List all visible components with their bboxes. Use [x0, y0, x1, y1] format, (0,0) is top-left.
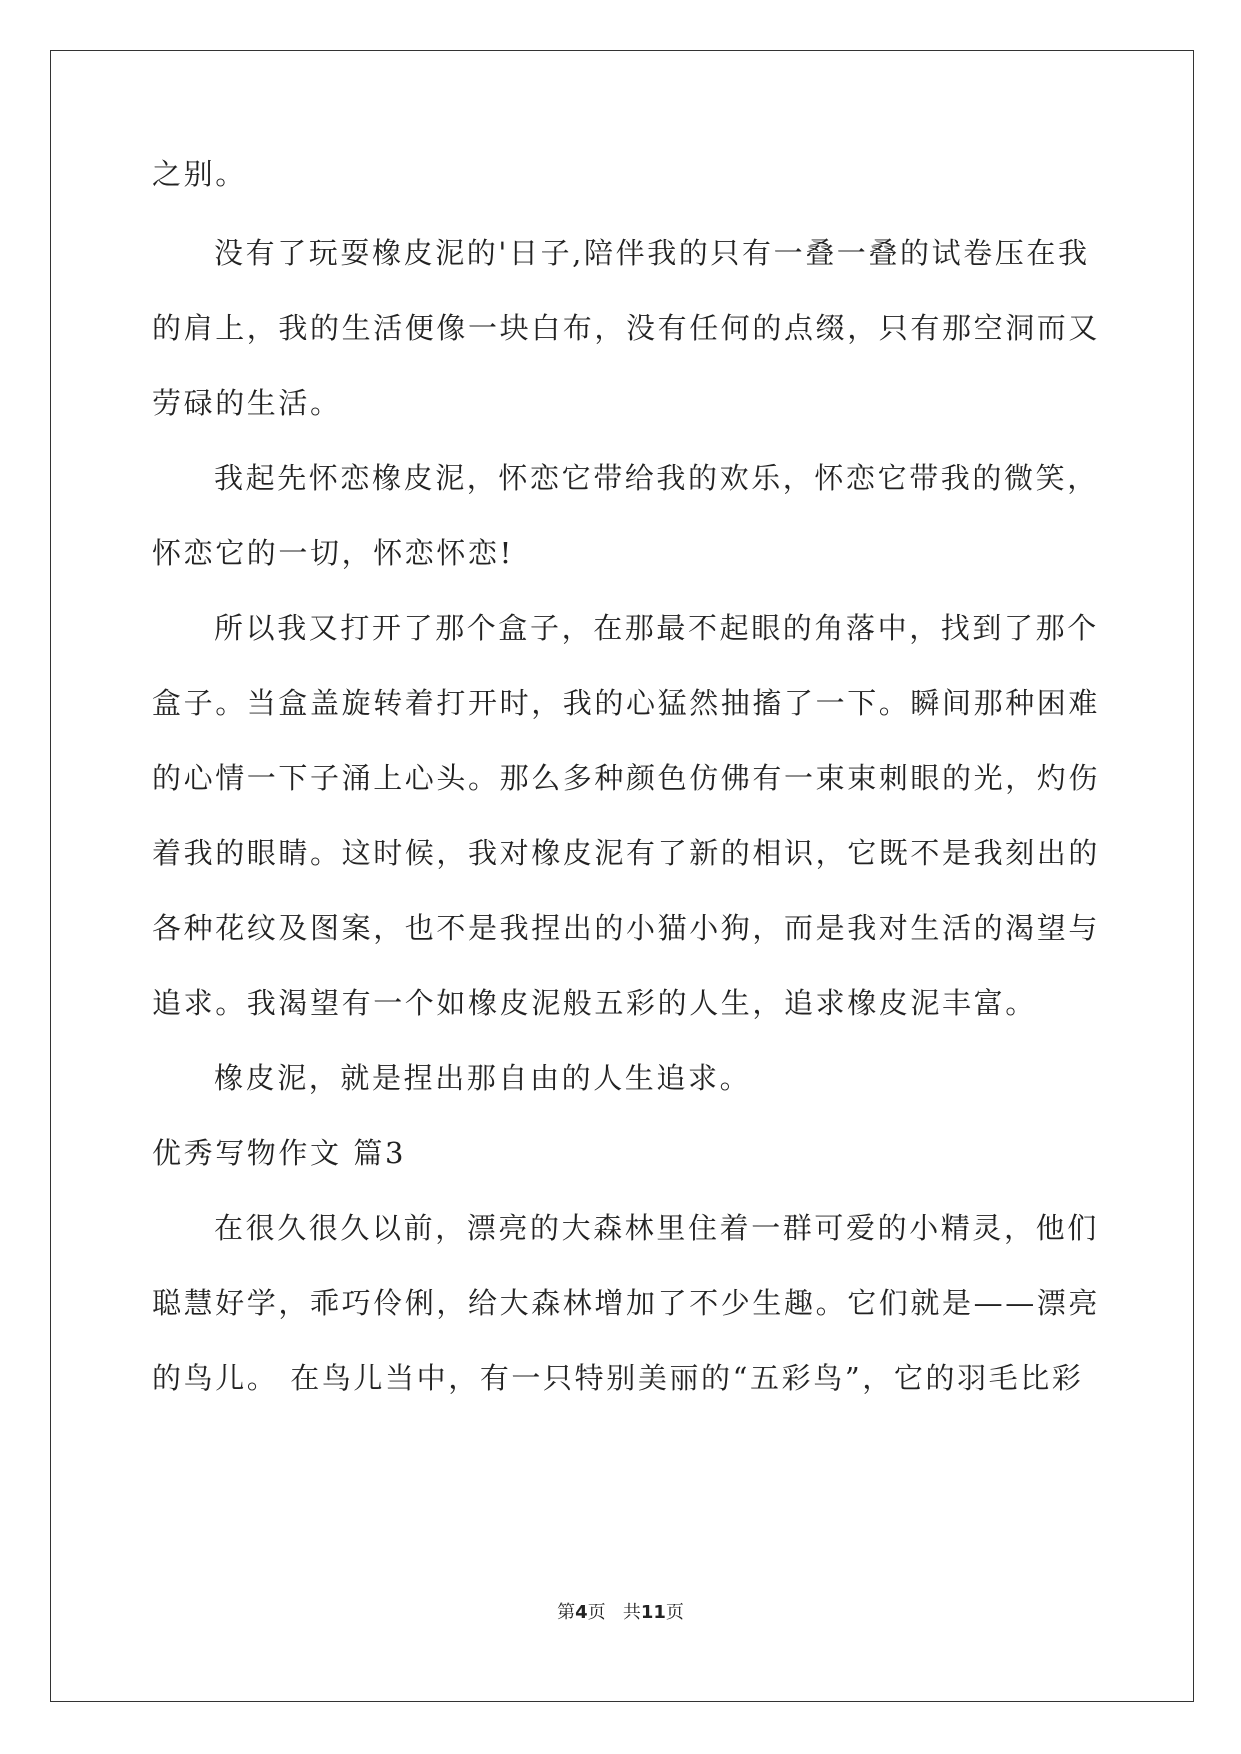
page-prefix: 第 — [557, 1602, 576, 1623]
text-line: 劳碌的生活。 — [152, 386, 342, 420]
text-line: 的心情一下子涌上心头。那么多种颜色仿佛有一束束刺眼的光，灼伤 — [152, 761, 1101, 795]
total-pages: 11 — [640, 1602, 666, 1623]
text-line: 着我的眼睛。这时候，我对橡皮泥有了新的相识，它既不是我刻出的 — [152, 836, 1101, 870]
paragraph-line: 橡皮泥，就是捏出那自由的人生追求。 — [214, 1061, 752, 1095]
text-line: 各种花纹及图案，也不是我捏出的小猫小狗，而是我对生活的渴望与 — [152, 911, 1101, 945]
text-line: 追求。我渴望有一个如橡皮泥般五彩的人生，追求橡皮泥丰富。 — [152, 986, 1037, 1020]
page-footer — [0, 1598, 1241, 1624]
paragraph-line: 所以我又打开了那个盒子，在那最不起眼的角落中，找到了那个 — [214, 611, 1099, 645]
paragraph-line: 我起先怀恋橡皮泥，怀恋它带给我的欢乐，怀恋它带我的微笑， — [214, 461, 1099, 495]
total-suffix: 页 — [665, 1602, 684, 1623]
paragraph-line: 没有了玩耍橡皮泥的'日子,陪伴我的只有一叠一叠的试卷压在我 — [214, 236, 1090, 270]
page-border — [50, 50, 1194, 1702]
section-heading: 优秀写物作文 篇3 — [152, 1136, 407, 1170]
text-line: 的鸟儿。 在鸟儿当中，有一只特别美丽的“五彩鸟”，它的羽毛比彩 — [152, 1361, 1084, 1395]
text-line: 之别。 — [152, 157, 247, 191]
page-suffix: 页 — [587, 1602, 606, 1623]
text-line: 盒子。当盒盖旋转着打开时，我的心猛然抽搐了一下。瞬间那种困难 — [152, 686, 1101, 720]
total-prefix: 共 — [622, 1602, 641, 1623]
paragraph-line: 在很久很久以前，漂亮的大森林里住着一群可爱的小精灵，他们 — [214, 1211, 1099, 1245]
text-line: 怀恋它的一切，怀恋怀恋! — [152, 536, 514, 570]
text-line: 聪慧好学，乖巧伶俐，给大森林增加了不少生趣。它们就是——漂亮 — [152, 1286, 1101, 1320]
page-number: 4 — [575, 1602, 588, 1623]
text-line: 的肩上，我的生活便像一块白布，没有任何的点缀，只有那空洞而又 — [152, 311, 1101, 345]
